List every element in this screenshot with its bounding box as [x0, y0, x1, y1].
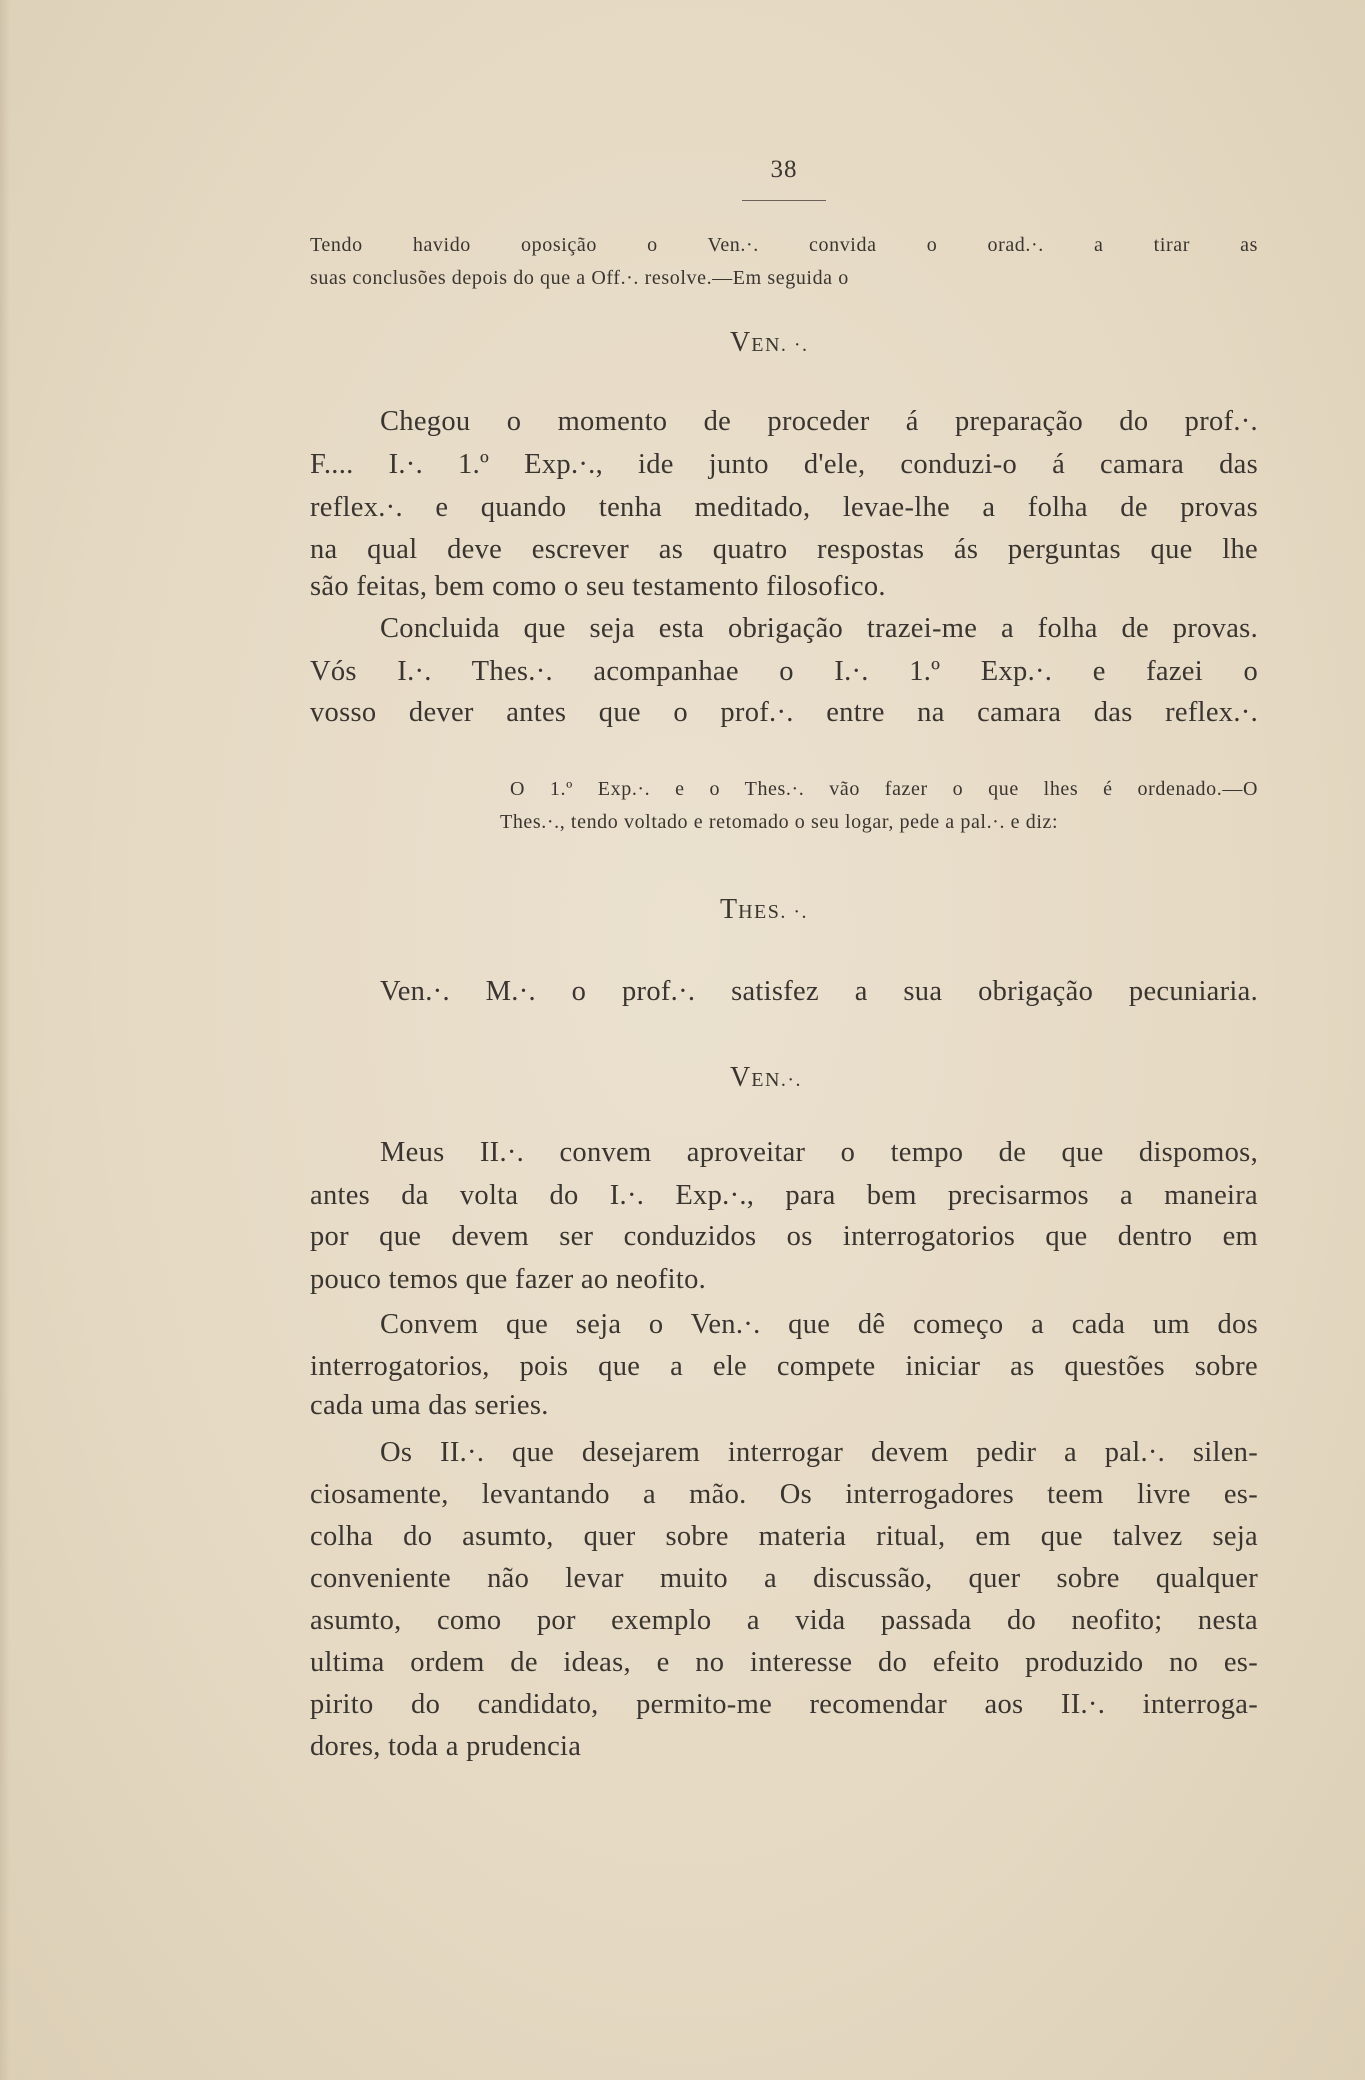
- speaker-rest: EN.·.: [751, 1069, 803, 1091]
- speaker-rest: EN. ·.: [751, 334, 809, 356]
- speech-line: pouco temos que fazer ao neofito.: [310, 1264, 707, 1295]
- speech-line: cada uma das series.: [310, 1390, 549, 1421]
- speech-line: F.... I.·. 1.º Exp.·., ide junto d'ele, conduzi-o á camara das: [310, 449, 1258, 480]
- speech-line: Meus II.·. convem aproveitar o tempo de que dispomos,: [380, 1137, 1258, 1168]
- speech-line: Vós I.·. Thes.·. acompanhae o I.·. 1.º Exp.·. e fazei o: [310, 656, 1258, 687]
- page-edge-shadow: [0, 0, 10, 2080]
- speech-line: Chegou o momento de proceder á preparação do prof.·.: [380, 406, 1258, 437]
- speech-line: Os II.·. que desejarem interrogar devem pedir a pal.·. silen-: [380, 1437, 1258, 1468]
- speech-line: dores, toda a prudencia: [310, 1731, 582, 1762]
- speech-line: Concluida que seja esta obrigação trazei-me a folha de provas.: [380, 613, 1258, 644]
- speech-line: pirito do candidato, permito-me recomendar aos II.·. interroga-: [310, 1689, 1258, 1720]
- speech-line: vosso dever antes que o prof.·. entre na camara das reflex.·.: [310, 697, 1258, 728]
- speech-line: reflex.·. e quando tenha meditado, levae-lhe a folha de provas: [310, 492, 1258, 523]
- speaker-rest: HES. ·.: [738, 901, 809, 923]
- speaker-initial: V: [730, 1062, 752, 1093]
- page-number: 38: [770, 156, 798, 183]
- speech-line: na qual deve escrever as quatro respostas ás perguntas que lhe: [310, 534, 1258, 565]
- speech-line: colha do asumto, quer sobre materia ritual, em que talvez seja: [310, 1521, 1258, 1552]
- speaker-heading-thes: [720, 890, 808, 930]
- speech-line: interrogatorios, pois que a ele compete iniciar as questões sobre: [310, 1351, 1258, 1382]
- stage-direction-line: O 1.º Exp.·. e o Thes.·. vão fazer o que lhes é ordenado.—O: [510, 778, 1258, 800]
- speaker-initial: T: [720, 894, 739, 925]
- speech-line: ultima ordem de ideas, e no interesse do efeito produzido no es-: [310, 1647, 1258, 1678]
- speaker-heading-ven: [730, 323, 809, 363]
- stage-direction-line: Tendo havido oposição o Ven.·. convida o orad.·. a tirar as: [310, 234, 1258, 256]
- speech-line: Convem que seja o Ven.·. que dê começo a cada um dos: [380, 1309, 1258, 1340]
- speech-line: conveniente não levar muito a discussão, quer sobre qualquer: [310, 1563, 1258, 1594]
- stage-direction-line: suas conclusões depois do que a Off.·. resolve.—Em seguida o: [310, 267, 849, 289]
- speech-line: Ven.·. M.·. o prof.·. satisfez a sua obrigação pecuniaria.: [380, 976, 1258, 1007]
- page-number-rule: [742, 200, 826, 201]
- speaker-initial: V: [730, 327, 752, 358]
- stage-direction-line: Thes.·., tendo voltado e retomado o seu logar, pede a pal.·. e diz:: [500, 811, 1059, 833]
- speech-line: ciosamente, levantando a mão. Os interrogadores teem livre es-: [310, 1479, 1258, 1510]
- speech-line: antes da volta do I.·. Exp.·., para bem precisarmos a maneira: [310, 1180, 1258, 1211]
- speaker-heading-ven: [730, 1058, 802, 1098]
- speech-line: são feitas, bem como o seu testamento filosofico.: [310, 571, 886, 602]
- speech-line: asumto, como por exemplo a vida passada do neofito; nesta: [310, 1605, 1258, 1636]
- speech-line: por que devem ser conduzidos os interrogatorios que dentro em: [310, 1221, 1258, 1252]
